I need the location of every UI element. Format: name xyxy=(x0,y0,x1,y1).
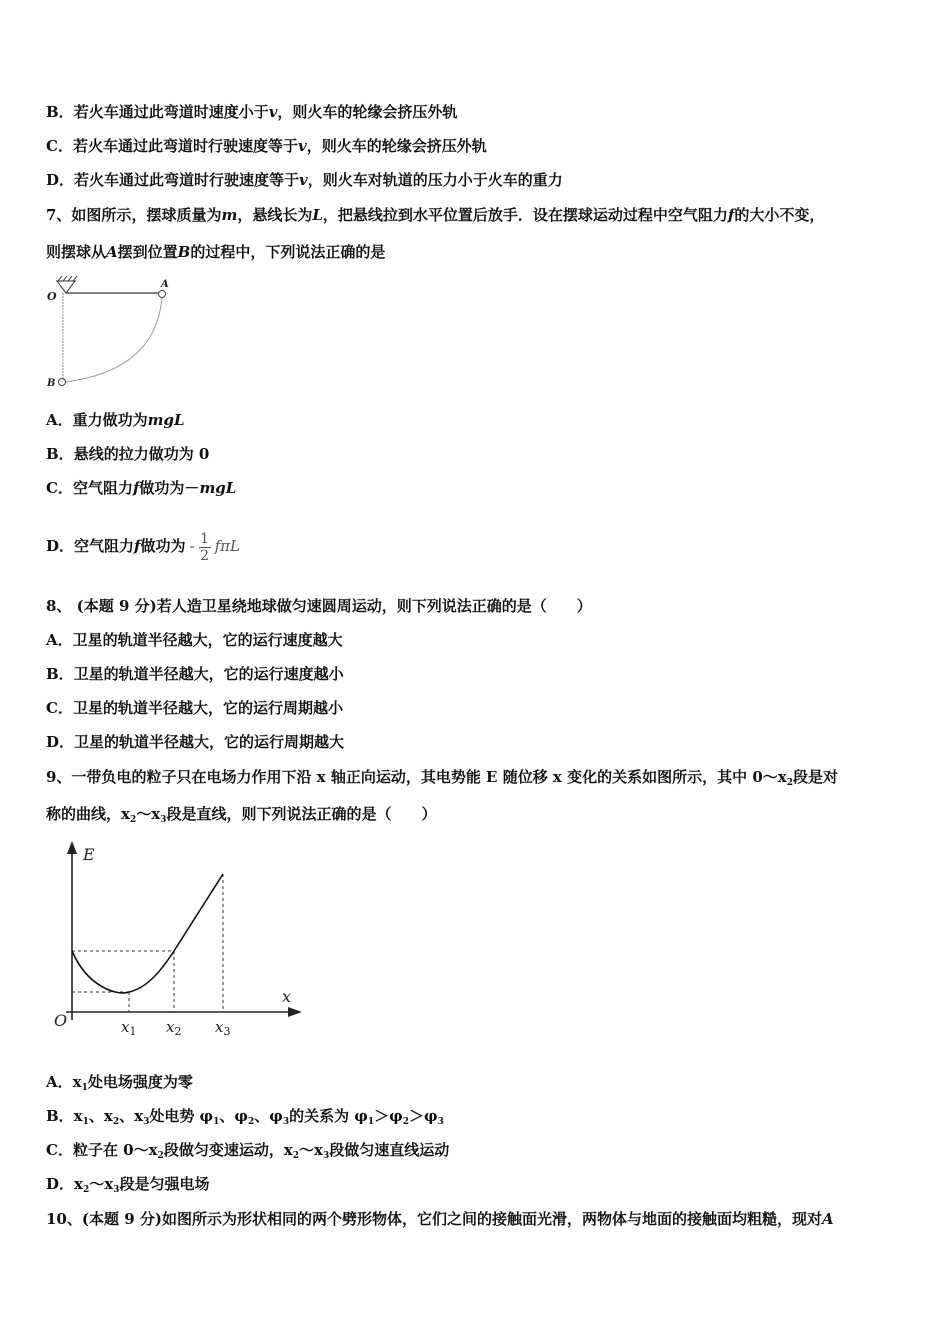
energy-curve xyxy=(72,951,174,993)
label-e: E xyxy=(83,845,95,864)
x-axis-arrow xyxy=(288,1007,302,1017)
q9-option-d: D．$x_2\sim x_3$段是匀强电场 xyxy=(46,1175,210,1195)
q9-option-c: C．粒子在 $0\sim x_2$段做匀变速运动，$x_2\sim x_3$段做匀速直线运动 xyxy=(46,1141,450,1161)
tick-x1: $x_1$ xyxy=(121,1018,137,1038)
label-a: A xyxy=(161,279,169,290)
q8-option-b: B．卫星的轨道半径越大，它的运行速度越小 xyxy=(46,665,344,683)
q8-option-d: D．卫星的轨道半径越大，它的运行周期越大 xyxy=(46,733,345,751)
q8-option-c: C．卫星的轨道半径越大，它的运行周期越小 xyxy=(46,699,343,717)
q7-option-d: D．空气阻力f做功为 - $\frac{1}{2}$ fπL xyxy=(46,530,240,564)
tick-x3: $x_3$ xyxy=(215,1018,231,1038)
pivot-triangle xyxy=(57,281,75,293)
fraction-half: $\frac{1}{2}$ xyxy=(200,530,210,564)
q8-option-a: A．卫星的轨道半径越大，它的运行速度越大 xyxy=(46,631,343,649)
label-b: B xyxy=(47,378,56,389)
q8-stem: 8、 (本题 9 分)若人造卫星绕地球做匀速圆周运动，则下列说法正确的是（ ） xyxy=(46,597,592,615)
q9-option-b: B．$x_1$、$x_2$、$x_3$处电势 $\varphi_1$、$\varphi_2$、$\varphi_3$的关系为 $\varphi_1>\varphi_2>\varphi_3$ xyxy=(46,1107,444,1127)
swing-arc xyxy=(66,297,162,382)
label-x: x xyxy=(282,987,292,1006)
q9-stem-line2: 称的曲线，$x_2\sim x_3$段是直线，则下列说法正确的是（ ） xyxy=(46,805,437,825)
y-axis-arrow xyxy=(67,841,77,854)
q6-option-d: D．若火车通过此弯道时行驶速度等于v，则火车对轨道的压力小于火车的重力 xyxy=(46,171,563,189)
q9-stem-line1: 9、一带负电的粒子只在电场力作用下沿 x 轴正向运动，其电势能 E 随位移 x 变化的关系如图所示，其中 $0\sim x_2$段是对 xyxy=(46,768,838,788)
q7-option-b: B．悬线的拉力做功为 0 xyxy=(46,445,210,463)
tick-x2: $x_2$ xyxy=(166,1018,182,1038)
q6-option-b: B．若火车通过此弯道时速度小于v，则火车的轮缘会挤压外轨 xyxy=(46,103,458,121)
q7-stem-line2: 则摆球从A摆到位置B的过程中，下列说法正确的是 xyxy=(46,243,386,261)
bob-b xyxy=(59,379,66,386)
q6-option-c: C．若火车通过此弯道时行驶速度等于v，则火车的轮缘会挤压外轨 xyxy=(46,137,487,155)
q10-stem: 10、(本题 9 分)如图所示为形状相同的两个劈形物体，它们之间的接触面光滑，两物体与地面的接触面均粗糙，现对A xyxy=(46,1210,834,1228)
q7-option-a: A．重力做功为mgL xyxy=(46,411,185,429)
q9-option-a: A．$x_1$处电场强度为零 xyxy=(46,1073,193,1093)
pendulum-figure xyxy=(44,272,184,394)
label-origin: O xyxy=(54,1011,68,1030)
label-o: O xyxy=(47,290,57,303)
energy-line xyxy=(174,874,223,951)
q7-stem-line1: 7、如图所示，摆球质量为m，悬线长为L，把悬线拉到水平位置后放手．设在摆球运动过程中空气阻力f的大小不变， xyxy=(46,206,825,224)
energy-graph xyxy=(48,838,308,1038)
minus-sign: - xyxy=(189,537,195,555)
bob-a xyxy=(159,291,166,298)
ceiling-hatch xyxy=(56,276,77,281)
q7-option-c: C．空气阻力f做功为－mgL xyxy=(46,479,237,497)
